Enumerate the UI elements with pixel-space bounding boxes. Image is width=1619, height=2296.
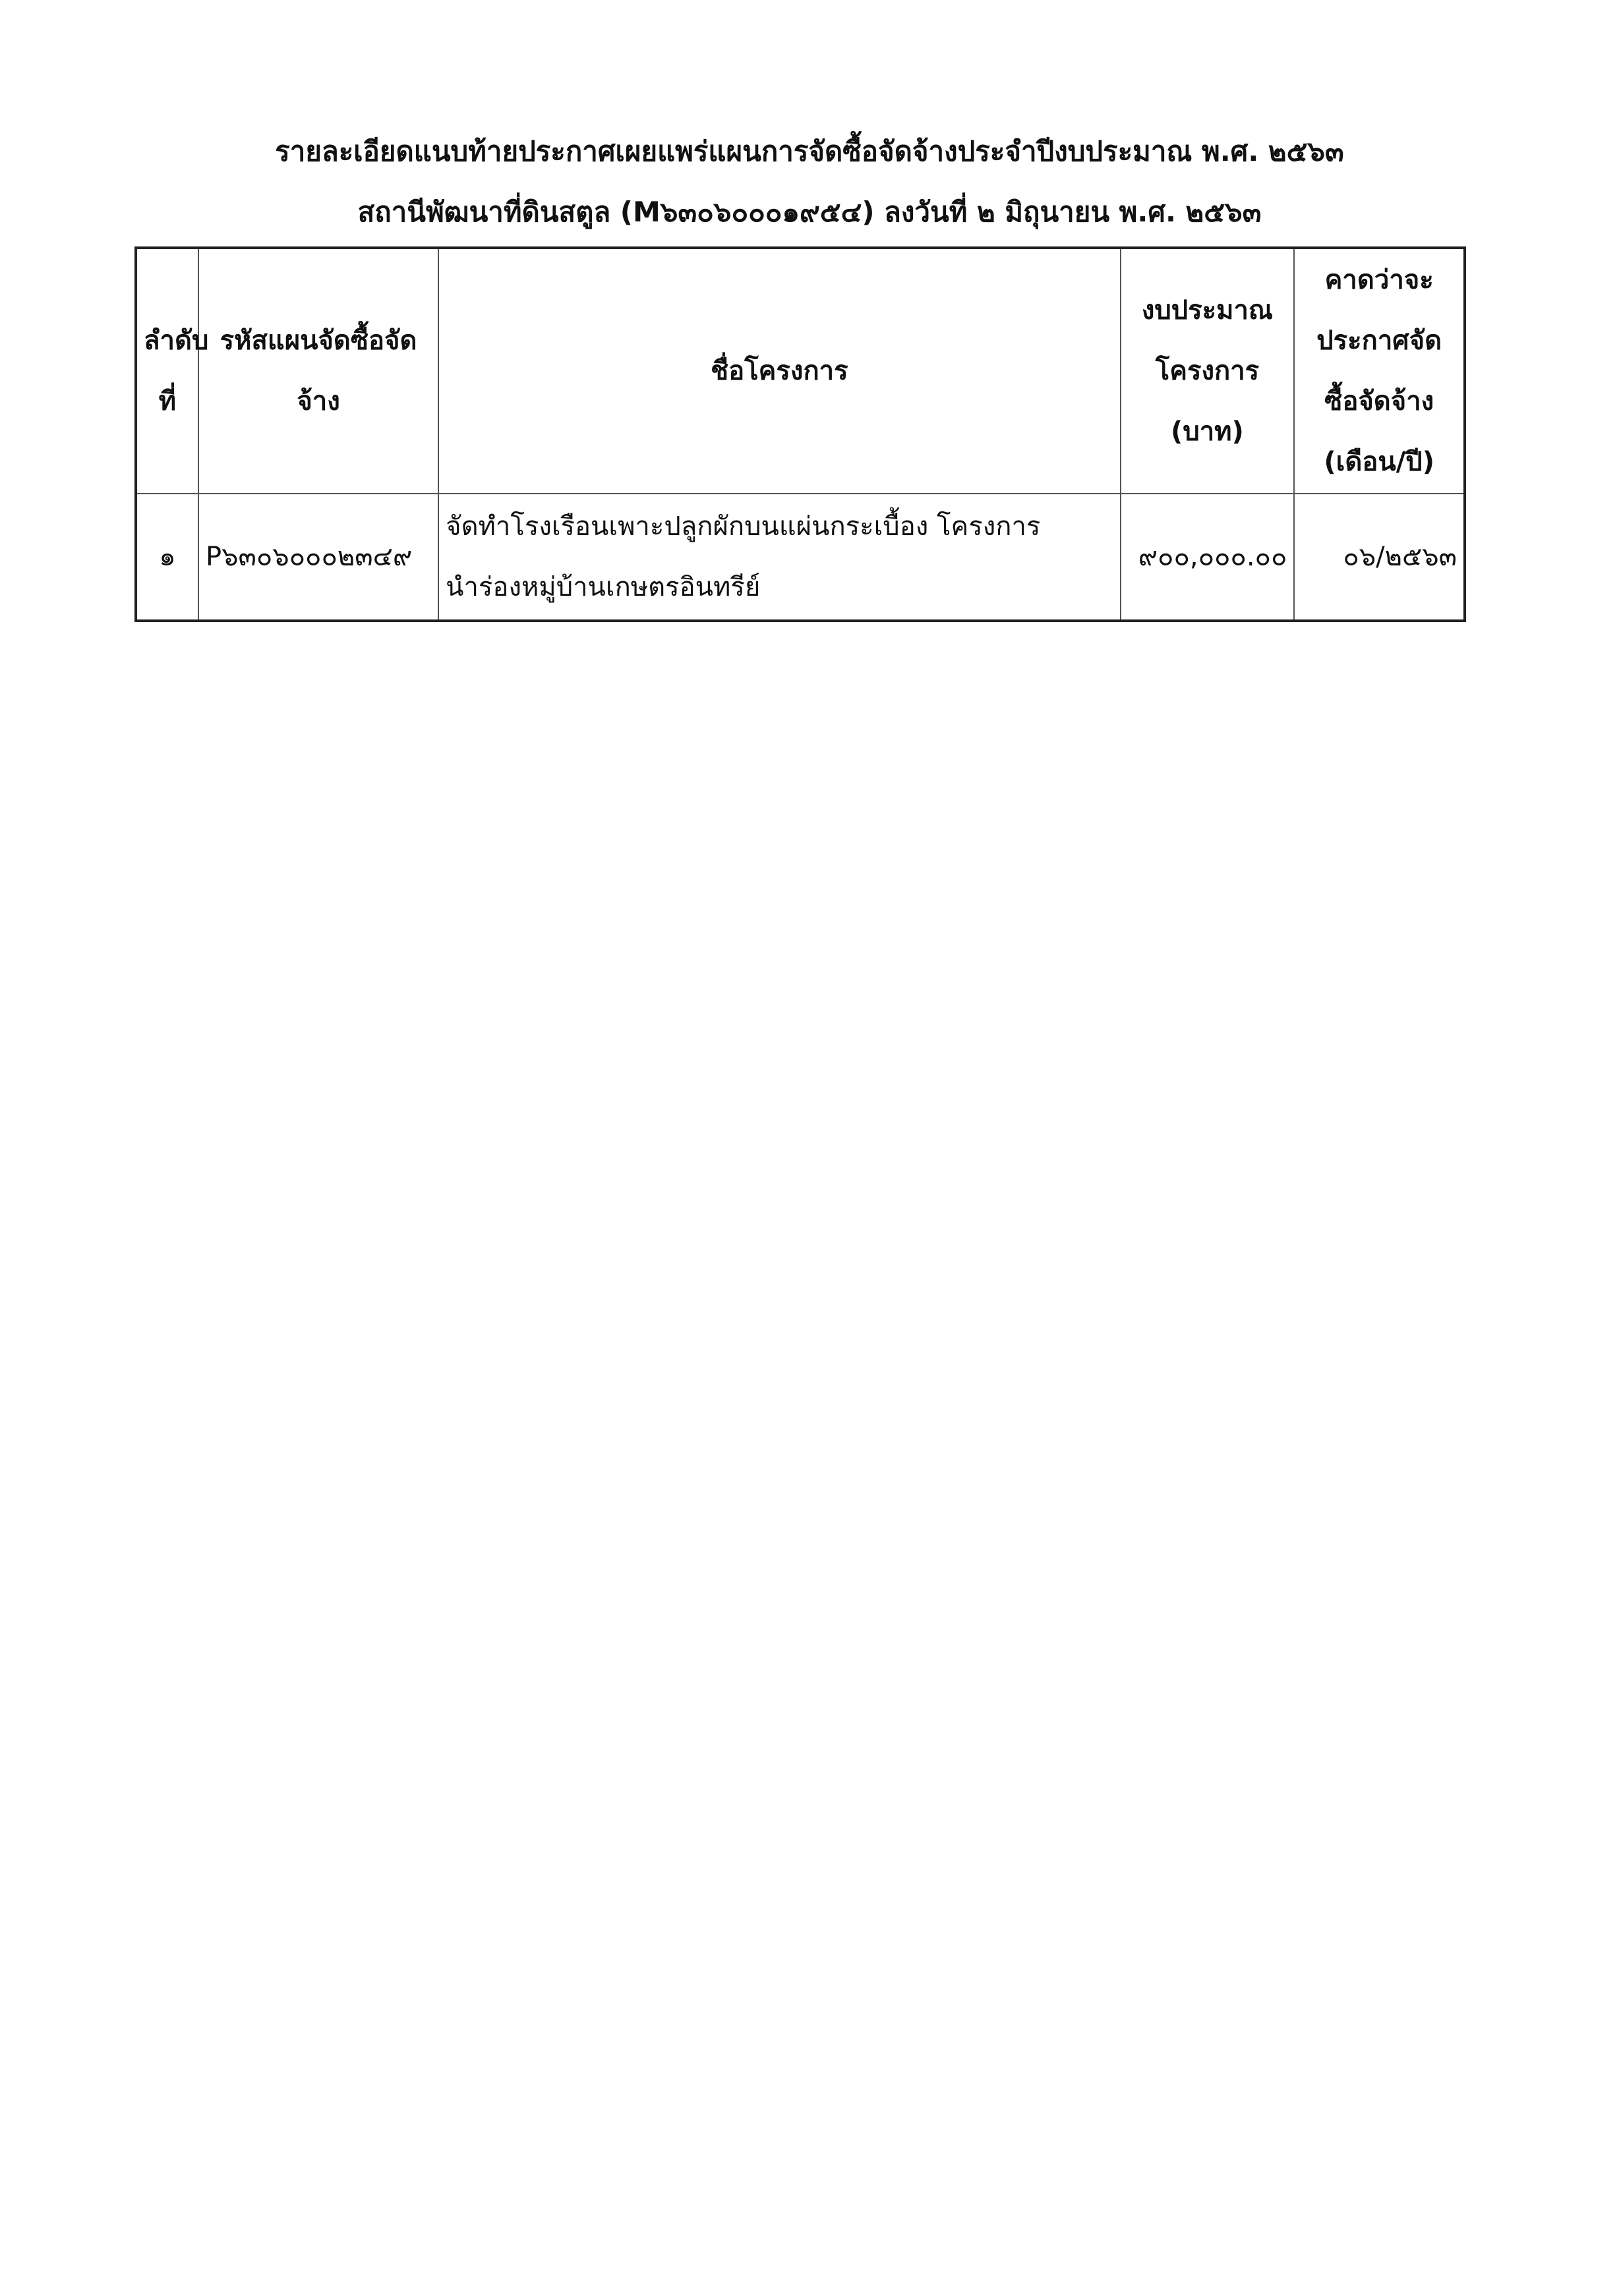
- cell-project-name-line: จัดทำโรงเรือนเพาะปลูกผักบนแผ่นกระเบื้อง โครงการ: [446, 511, 1041, 542]
- column-header-no-line: ที่: [158, 386, 177, 416]
- column-header-expected-month-line: (เดือน/ปี): [1324, 447, 1434, 477]
- column-header-budget: [1121, 248, 1295, 494]
- table-row: [136, 494, 1465, 621]
- column-header-expected-month-line: คาดว่าจะ: [1324, 265, 1434, 295]
- column-header-expected-month-line: ซื้อจัดจ้าง: [1324, 386, 1434, 416]
- column-header-plan-code-line: จ้าง: [297, 386, 340, 416]
- column-header-project-name-line: ชื่อโครงการ: [711, 356, 848, 386]
- column-header-plan-code: [198, 248, 438, 494]
- procurement-plan-table: [134, 246, 1466, 622]
- column-header-budget-line: (บาท): [1171, 416, 1244, 447]
- cell-project-name-line: นำร่องหมู่บ้านเกษตรอินทรีย์: [446, 572, 761, 602]
- document-title: รายละเอียดแนบท้ายประกาศเผยแพร่แผนการจัดซื้อจัดจ้างประจำปีงบประมาณ พ.ศ. ๒๕๖๓: [275, 135, 1344, 167]
- cell-plan-code: P๖๓๐๖๐๐๐๒๓๔๙: [198, 494, 438, 621]
- cell-no: ๑: [136, 494, 198, 621]
- column-header-expected-month-line: ประกาศจัด: [1316, 326, 1442, 356]
- column-header-project-name: [438, 248, 1120, 494]
- column-header-no-line: ลำดับ: [144, 326, 209, 356]
- column-header-plan-code-line: รหัสแผนจัดซื้อจัด: [220, 326, 417, 356]
- column-header-budget-line: งบประมาณ: [1141, 295, 1274, 326]
- cell-expected-month: ๐๖/๒๕๖๓: [1294, 494, 1465, 621]
- column-header-budget-line: โครงการ: [1155, 356, 1260, 386]
- document-subtitle: สถานีพัฒนาที่ดินสตูล (M๖๓๐๖๐๐๐๑๙๕๔) ลงวันที่ ๒ มิถุนายน พ.ศ. ๒๕๖๓: [357, 196, 1262, 228]
- table-header-row: [136, 248, 1465, 494]
- cell-project-name: [438, 494, 1120, 621]
- cell-budget: ๙๐๐,๐๐๐.๐๐: [1121, 494, 1295, 621]
- column-header-expected-month: [1294, 248, 1465, 494]
- column-header-no: [136, 248, 209, 494]
